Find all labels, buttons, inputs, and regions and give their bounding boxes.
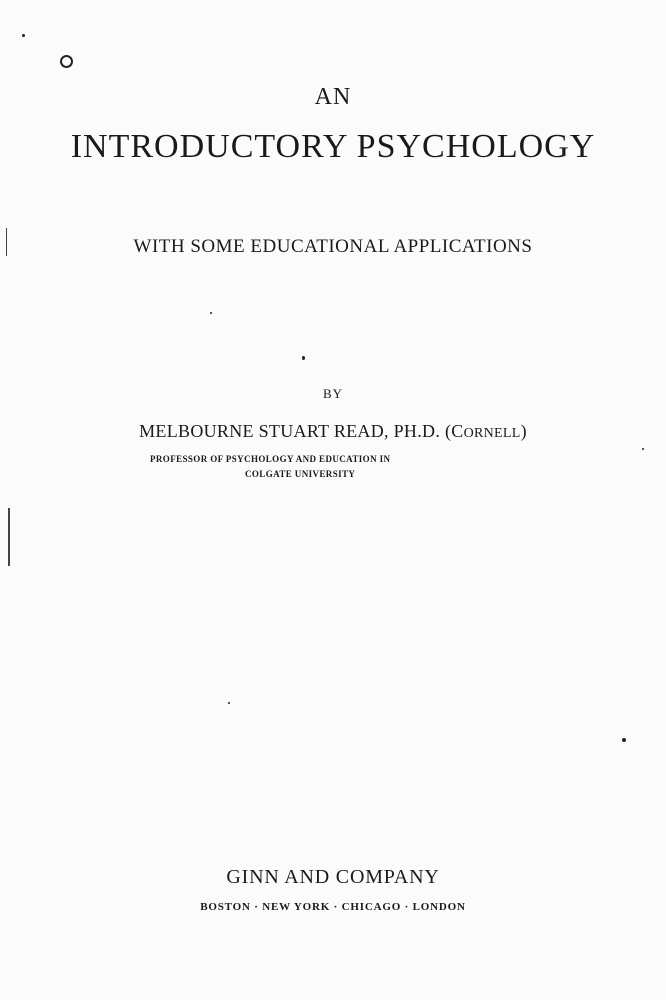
scan-speck [210,312,212,314]
scan-speck [228,702,230,704]
book-subtitle: WITH SOME EDUCATIONAL APPLICATIONS [133,236,533,257]
author-credential: ORNELL [463,426,521,441]
publisher-name: GINN AND COMPANY [226,866,440,888]
author-name: MELBOURNE STUART READ, PH.D. [139,421,441,441]
by-line: BY [322,386,344,401]
author-institution: COLGATE UNIVERSITY [245,469,356,479]
author-credential-open: (C [444,421,464,441]
title-article: AN [314,84,352,110]
scan-mark [60,55,73,68]
author-line [0,421,666,442]
book-title: INTRODUCTORY PSYCHOLOGY [70,128,596,165]
author-affiliation: PROFESSOR OF PSYCHOLOGY AND EDUCATION IN [150,454,391,464]
scan-speck [22,34,25,37]
author-credential-close: ) [520,421,527,441]
scan-speck [302,356,305,360]
scan-edge-mark [8,508,10,566]
scan-speck [622,738,626,742]
scan-speck [642,448,644,450]
publisher-cities: BOSTON · NEW YORK · CHICAGO · LONDON [200,901,466,913]
